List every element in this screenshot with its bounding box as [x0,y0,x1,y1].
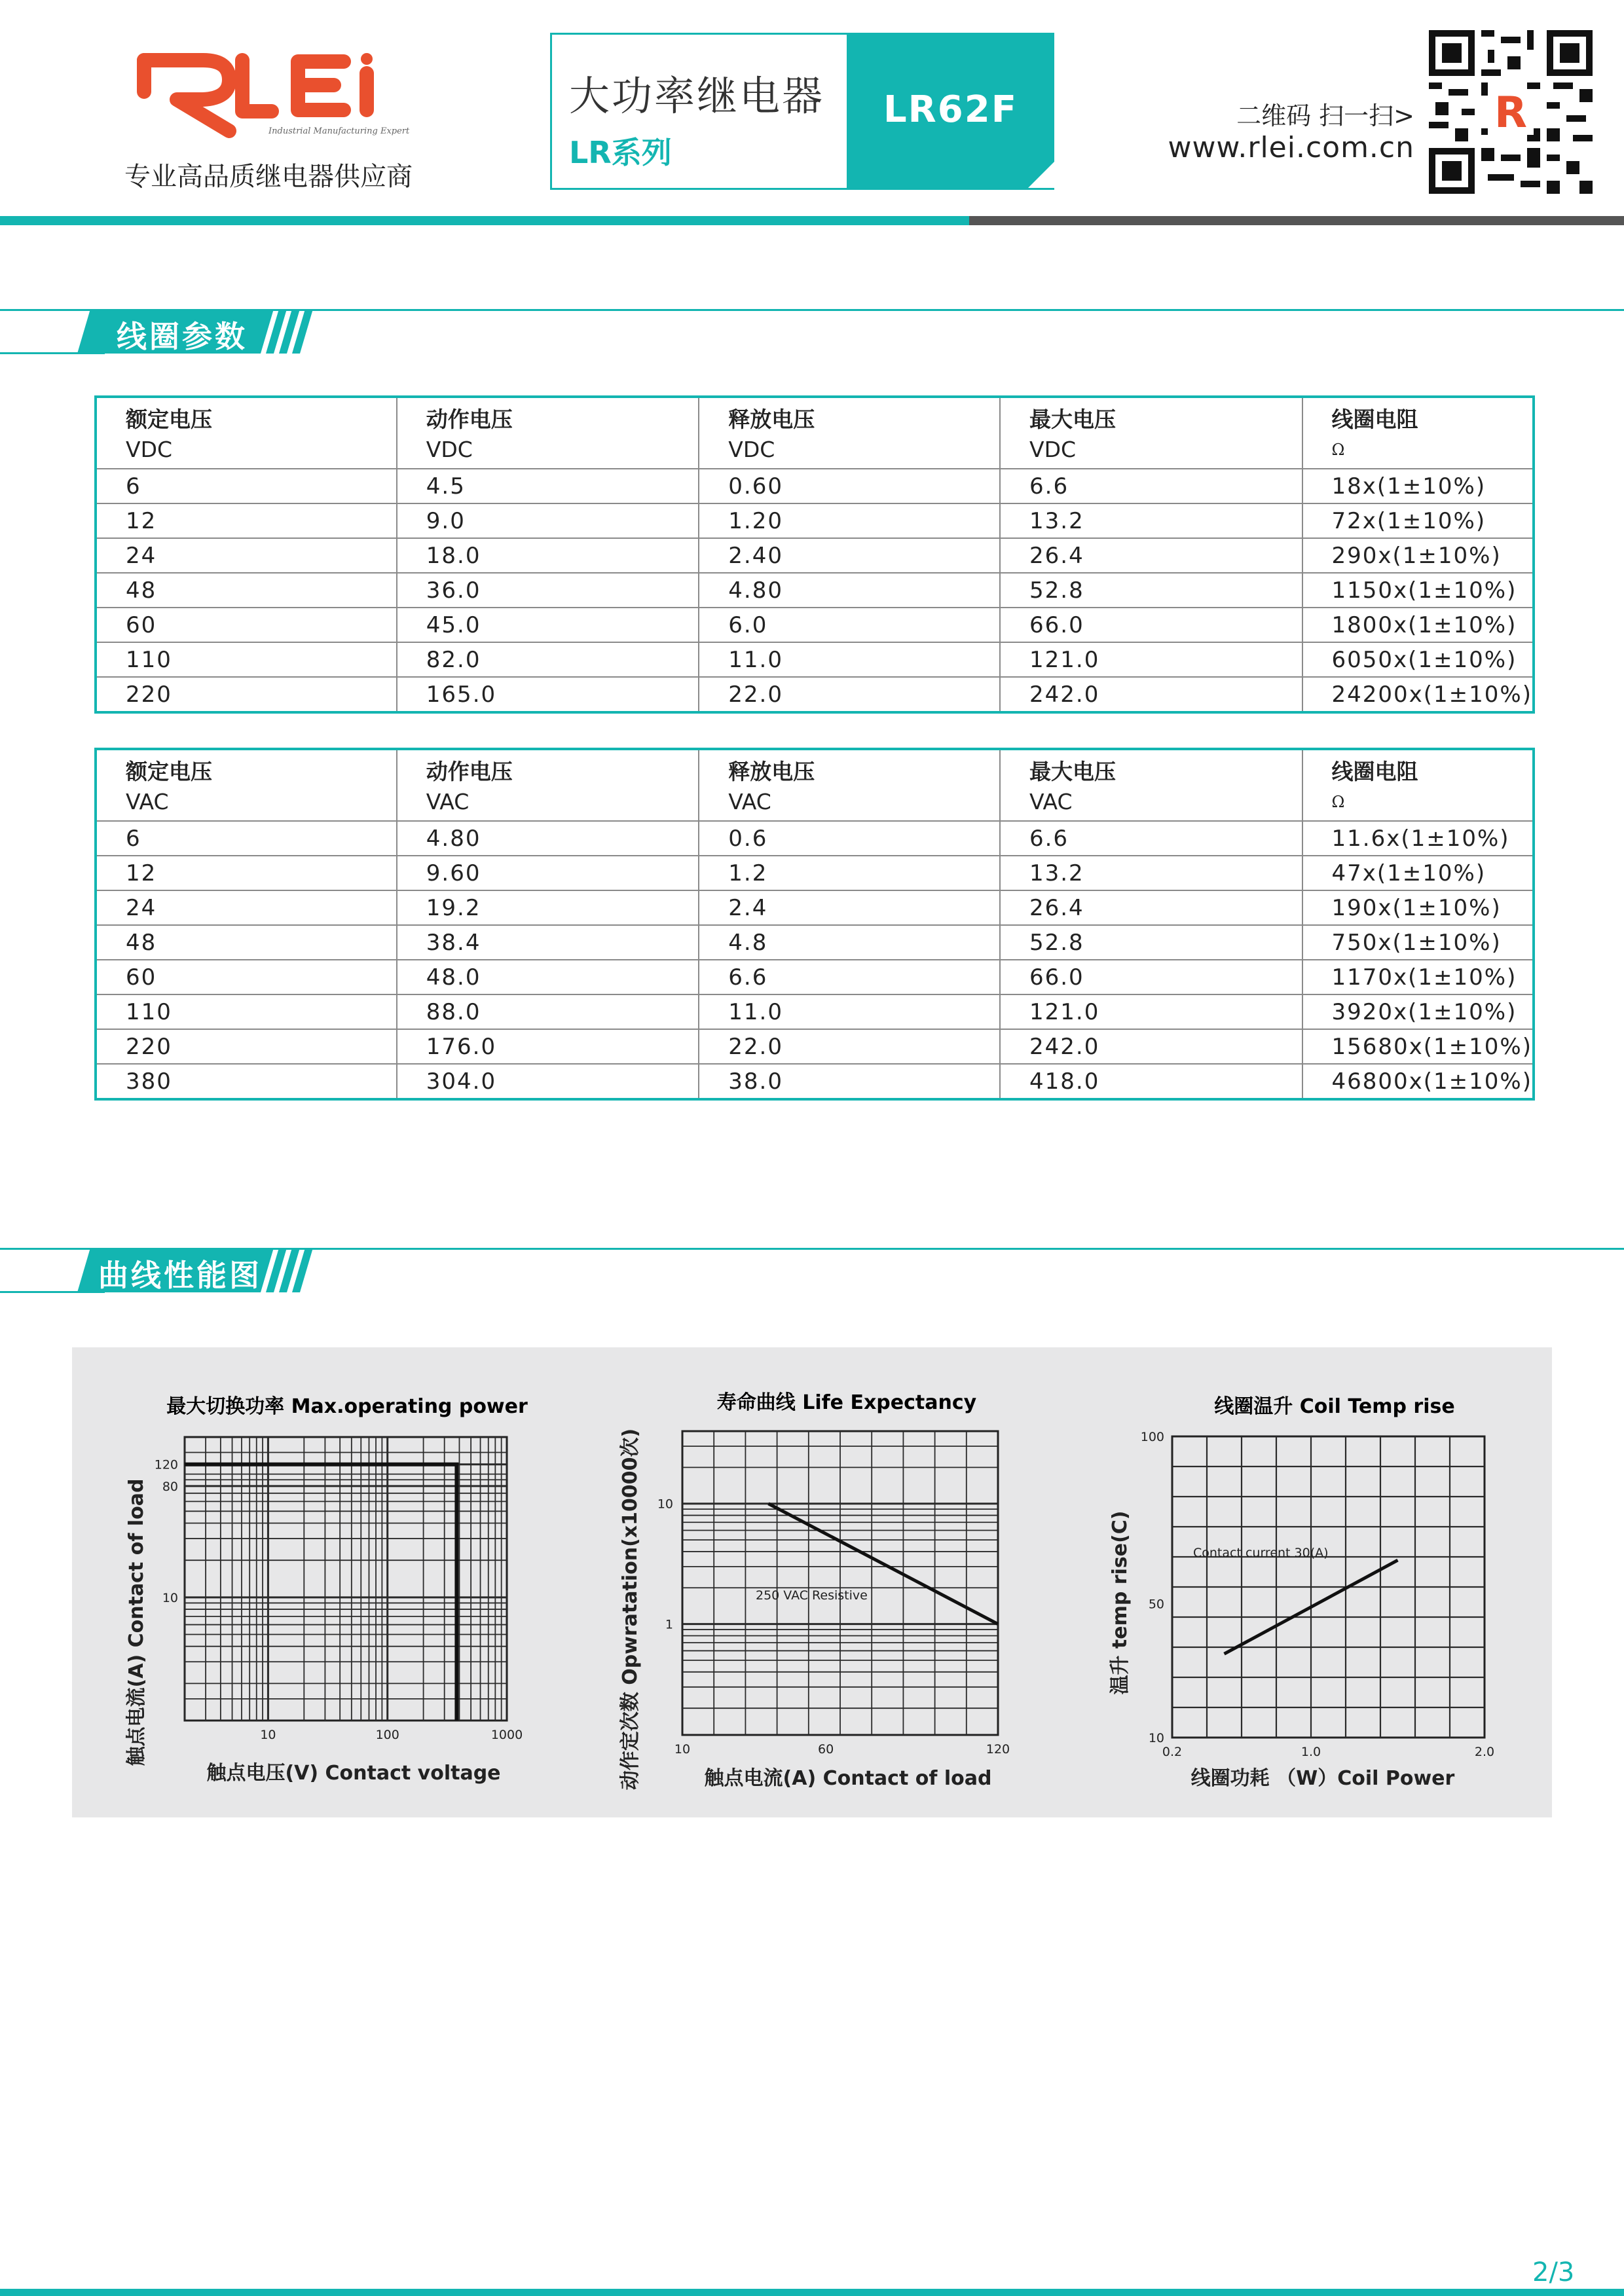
table-cell: 88.0 [397,994,699,1029]
table-cell: 66.0 [1000,608,1302,642]
table-cell: 110 [96,642,397,677]
table-cell: 48.0 [397,960,699,994]
header-cn: 释放电压 [728,758,815,784]
table-cell: 13.2 [1000,503,1302,538]
chart-title: 最大切换功率 Max.operating power [166,1395,528,1418]
table-cell: 11.6x(1±10%) [1302,821,1534,856]
table-cell: 2.4 [699,890,1000,925]
table-cell: 18x(1±10%) [1302,469,1534,503]
col-max-voltage [1000,749,1302,821]
rlei-logo [131,52,410,151]
col-pickup-voltage [397,749,699,821]
table-cell: 46800x(1±10%) [1302,1064,1534,1099]
table-cell: 1170x(1±10%) [1302,960,1534,994]
table-cell: 190x(1±10%) [1302,890,1534,925]
y-tick-label: 120 [154,1457,178,1472]
y-axis-label: 动作定次数 Opwratation(x10000次) [619,1428,642,1791]
product-title-box [550,33,1054,190]
table-cell: 4.80 [699,573,1000,608]
table-cell: 24200x(1±10%) [1302,677,1534,712]
model-panel [847,35,1054,188]
table-cell: 4.5 [397,469,699,503]
table-cell: 6050x(1±10%) [1302,642,1534,677]
header-unit: Ω [1331,440,1345,459]
header-cn: 线圈电阻 [1331,758,1418,784]
website-url[interactable]: www.rlei.com.cn [1168,131,1414,164]
header-unit: VDC [728,436,775,462]
table-cell: 220 [96,677,397,712]
product-title: 大功率继电器 [569,72,825,120]
table-cell: 18.0 [397,538,699,573]
table-cell: 45.0 [397,608,699,642]
header-cn: 最大电压 [1029,758,1116,784]
table-cell: 26.4 [1000,890,1302,925]
chart-max-operating-power [125,1395,528,1785]
table-cell: 380 [96,1064,397,1099]
table-cell: 6 [96,469,397,503]
x-tick-label: 0.2 [1162,1745,1183,1759]
table-cell: 220 [96,1029,397,1064]
col-coil-resistance [1302,749,1534,821]
x-tick-label: 100 [375,1728,399,1742]
table-row [96,994,1534,1029]
series-line [185,1465,456,1721]
chart-title: 线圈温升 Coil Temp rise [1214,1395,1455,1418]
header-unit: VDC [126,436,173,462]
table-cell: 1150x(1±10%) [1302,573,1534,608]
table-cell: 2.40 [699,538,1000,573]
table-header-row [96,749,1534,821]
col-pickup-voltage [397,397,699,469]
table-cell: 22.0 [699,1029,1000,1064]
header-unit: VDC [426,436,473,462]
page-number: 2/3 [1532,2257,1575,2287]
section-title-curves: 曲线性能图 [98,1258,262,1293]
y-axis-label: 触点电流(A) Contact of load [125,1478,148,1766]
charts-panel [72,1347,1552,1817]
table-cell: 60 [96,960,397,994]
qr-code-icon [1429,30,1593,194]
table-cell: 38.4 [397,925,699,960]
table-cell: 15680x(1±10%) [1302,1029,1534,1064]
header-unit: VDC [1029,436,1077,462]
table-cell: 9.60 [397,856,699,890]
x-axis-label: 触点电压(V) Contact voltage [206,1762,501,1785]
table-row [96,469,1534,503]
table-cell: 22.0 [699,677,1000,712]
col-release-voltage [699,397,1000,469]
dc-coil-table [94,395,1535,714]
x-tick-label: 60 [817,1742,834,1757]
annotation: 250 VAC Resistive [756,1588,868,1603]
ac-coil-table [94,748,1535,1101]
chart-life-expectancy [619,1391,1010,1790]
table-cell: 24 [96,890,397,925]
header-unit: VAC [728,788,771,814]
table-cell: 1.2 [699,856,1000,890]
y-tick-label: 50 [1148,1597,1164,1612]
qr-center-mark: R [1494,88,1528,137]
header-cn: 动作电压 [426,758,513,784]
table-cell: 304.0 [397,1064,699,1099]
col-max-voltage [1000,397,1302,469]
header-unit: VAC [426,788,470,814]
table-row [96,960,1534,994]
col-rated-voltage [96,397,397,469]
table-cell: 750x(1±10%) [1302,925,1534,960]
table-cell: 52.8 [1000,925,1302,960]
table-row [96,608,1534,642]
table-row [96,677,1534,712]
table-cell: 48 [96,925,397,960]
table-row [96,1064,1534,1099]
y-tick-label: 10 [657,1497,673,1512]
header-rule-dark [969,216,1624,225]
table-cell: 176.0 [397,1029,699,1064]
table-cell: 0.60 [699,469,1000,503]
header-unit: VAC [126,788,169,814]
header-cn: 额定电压 [126,758,212,784]
table-cell: 24 [96,538,397,573]
table-cell: 12 [96,856,397,890]
x-tick-label: 1000 [490,1728,523,1742]
table-cell: 121.0 [1000,994,1302,1029]
table-cell: 66.0 [1000,960,1302,994]
table-cell: 242.0 [1000,677,1302,712]
table-cell: 110 [96,994,397,1029]
y-tick-label: 1 [665,1617,673,1632]
y-tick-label: 10 [1148,1731,1164,1745]
table-cell: 6.0 [699,608,1000,642]
footer-rule [0,2289,1624,2296]
table-cell: 13.2 [1000,856,1302,890]
product-series: LR系列 [569,135,672,170]
header-cn: 动作电压 [426,406,513,432]
table-row [96,890,1534,925]
table-cell: 3920x(1±10%) [1302,994,1534,1029]
y-tick-label: 100 [1140,1430,1164,1444]
table-cell: 4.80 [397,821,699,856]
table-cell: 165.0 [397,677,699,712]
x-tick-label: 10 [260,1728,276,1742]
header-cn: 额定电压 [126,406,212,432]
table-cell: 6.6 [1000,469,1302,503]
table-cell: 6.6 [699,960,1000,994]
table-row [96,503,1534,538]
brand-tagline: Industrial Manufacturing Expert [268,126,410,136]
annotation: Contact current 30(A) [1193,1546,1329,1560]
header-rule [0,216,969,225]
table-cell: 11.0 [699,642,1000,677]
col-rated-voltage [96,749,397,821]
table-cell: 9.0 [397,503,699,538]
x-tick-label: 2.0 [1474,1745,1495,1759]
table-cell: 82.0 [397,642,699,677]
table-row [96,856,1534,890]
table-cell: 290x(1±10%) [1302,538,1534,573]
chart-title: 寿命曲线 Life Expectancy [716,1391,977,1414]
col-coil-resistance [1302,397,1534,469]
x-tick-label: 1.0 [1301,1745,1321,1759]
table-row [96,1029,1534,1064]
series-line [768,1504,998,1624]
x-tick-label: 10 [674,1742,691,1757]
col-release-voltage [699,749,1000,821]
table-cell: 36.0 [397,573,699,608]
table-cell: 19.2 [397,890,699,925]
x-axis-label: 触点电流(A) Contact of load [704,1767,992,1790]
table-cell: 121.0 [1000,642,1302,677]
y-tick-label: 80 [162,1479,178,1494]
table-cell: 48 [96,573,397,608]
corner-cut [1028,162,1054,188]
table-header-row [96,397,1534,469]
qr-prompt: 二维码 扫一扫> [1236,101,1414,130]
table-cell: 242.0 [1000,1029,1302,1064]
company-tagline: 专业高品质继电器供应商 [124,162,413,192]
table-cell: 11.0 [699,994,1000,1029]
charts-svg [72,1347,1552,1817]
model-number: LR62F [883,88,1018,131]
table-cell: 60 [96,608,397,642]
table-cell: 418.0 [1000,1064,1302,1099]
table-cell: 1800x(1±10%) [1302,608,1534,642]
y-tick-label: 10 [162,1590,178,1605]
table-cell: 72x(1±10%) [1302,503,1534,538]
table-row [96,538,1534,573]
section-title-coil: 线圈参数 [117,319,248,354]
table-cell: 12 [96,503,397,538]
x-axis-label: 线圈功耗 （W）Coil Power [1190,1767,1455,1790]
chart-coil-temp-rise [1109,1395,1494,1790]
header-unit: Ω [1331,792,1345,811]
table-cell: 0.6 [699,821,1000,856]
table-row [96,573,1534,608]
table-cell: 38.0 [699,1064,1000,1099]
table-cell: 47x(1±10%) [1302,856,1534,890]
table-cell: 52.8 [1000,573,1302,608]
x-tick-label: 120 [986,1742,1010,1757]
table-row [96,642,1534,677]
table-row [96,925,1534,960]
table-cell: 1.20 [699,503,1000,538]
y-axis-label: 温升 temp rise(C) [1109,1510,1132,1695]
table-cell: 6.6 [1000,821,1302,856]
header-cn: 最大电压 [1029,406,1116,432]
table-cell: 6 [96,821,397,856]
table-cell: 4.8 [699,925,1000,960]
header-cn: 线圈电阻 [1331,406,1418,432]
table-row [96,821,1534,856]
header-unit: VAC [1029,788,1073,814]
table-cell: 26.4 [1000,538,1302,573]
header-cn: 释放电压 [728,406,815,432]
